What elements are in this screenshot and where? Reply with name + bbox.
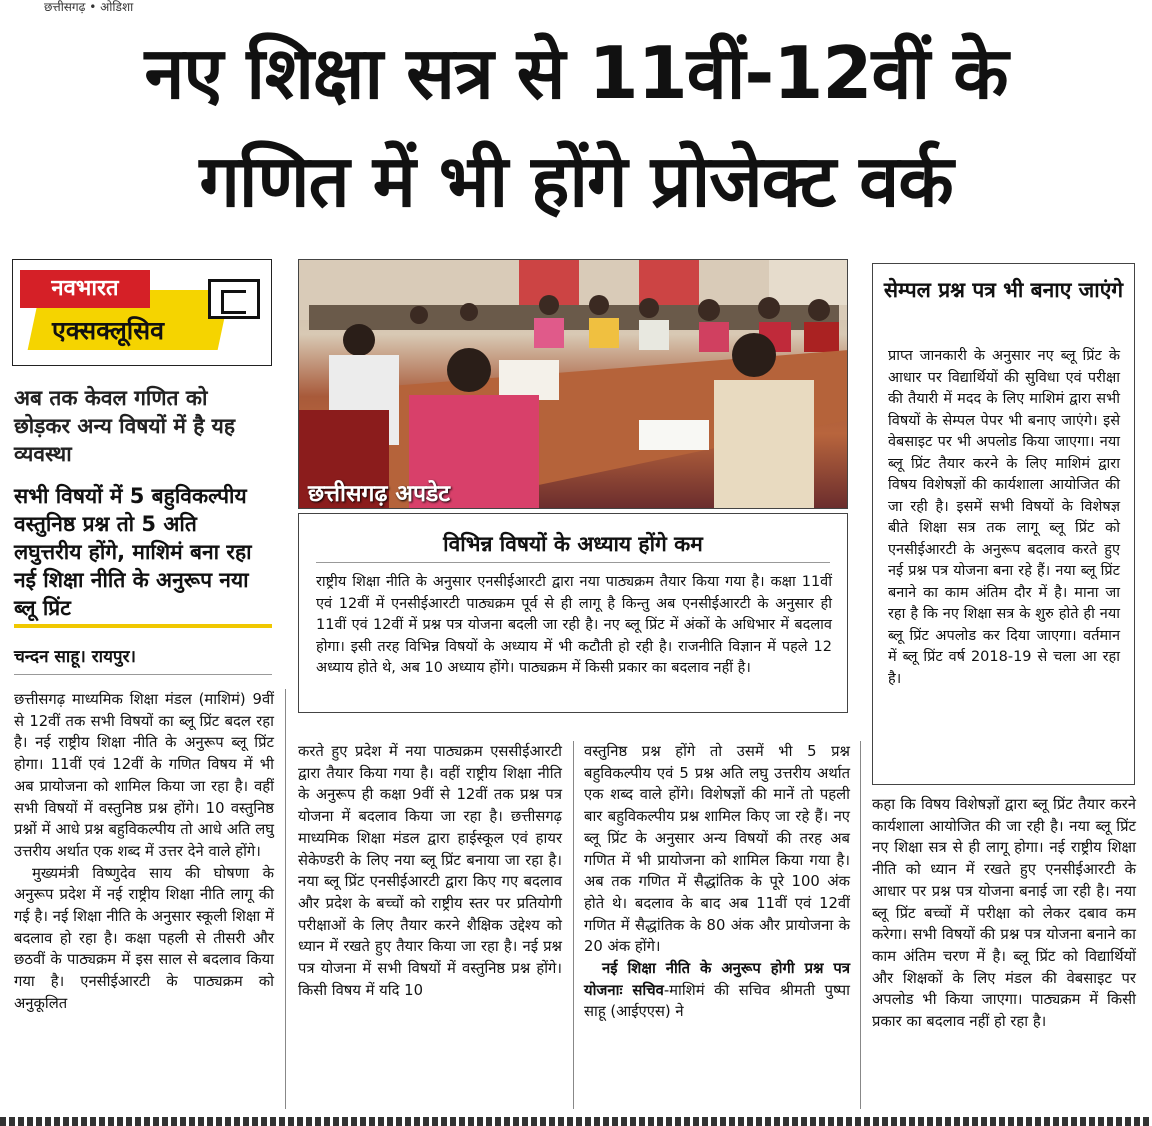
sample-paper-text: प्राप्त जानकारी के अनुसार नए ब्लू प्रिंट के आधार पर विद्यार्थियों की सुविधा एवं परीक्षा की तैयारी में मदद के लिए माशिमं द्वारा सभी विषयों के सेम्पल पेपर भी बनाए जाएंगे। इसे वेबसाइट पर भी अपलोड किया जाएगा। नया ब्लू प्रिंट तैयार करने के लिए माशिमं द्वारा विषय विशेषज्ञों की कार्यशाला आयोजित की जा रही है। इसमें सभी विषयों के विशेषज्ञ बीते शिक्षा सत्र तक लागू ब्लू प्रिंट को एनसीईआरटी के अनुरूप बदलाव करते हुए नई प्रश्न पत्र योजना बना रहे हैं। नया ब्लू प्रिंट बनाने का काम अंतिम दौर में है। माना जा रहा है कि नए शिक्षा सत्र के शुरु होते ही नया ब्लू प्रिंट अपलोड कर दिया जाएगा। वर्तमान में ब्लू प्रिंट वर्ष 2018-19 से चला आ रहा है। <box>888 348 1120 687</box>
article-column-4 <box>872 794 1136 1033</box>
article-column-1 <box>14 689 274 1015</box>
column-1-paragraph-2: मुख्यमंत्री विष्णुदेव साय की घोषणा के अनुरूप प्रदेश में नई राष्ट्रीय शिक्षा नीति लागू की गई है। नई शिक्षा नीति के अनुसार स्कूली शिक्षा में बदलाव हो रहा है। कक्षा पहली से तीसरी और छठवीं के पाठ्यक्रम में इस साल से बदलाव किया गया है। एनसीईआरटी के पाठ्यक्रम को अनुकूलित <box>14 864 274 1012</box>
column-3-paragraph-1: वस्तुनिष्ठ प्रश्न होंगे तो उसमें भी 5 प्रश्न बहुविकल्पीय एवं 5 प्रश्न अति लघु उत्तरीय अर्थात एक शब्द वाले होंगे। विशेषज्ञों की मानें तो पहली बार बहुविकल्पीय प्रश्न शामिल किए जा रहे हैं। नए ब्लू प्रिंट के अनुसार अन्य विषयों की तरह अब गणित में भी प्रायोजना को शामिल किया गया है। अब तक गणित में सैद्धांतिक के पूरे 100 अंक होते थे। बदलाव के बाद अब 11वीं एवं 12वीं गणित में सैद्धांतिक के 80 अंक और प्रायोजना के 20 अंक होंगे। <box>584 743 850 956</box>
column-divider-1 <box>285 689 286 1109</box>
article-column-2 <box>298 741 562 1001</box>
chapters-box-title: विभिन्न विषयों के अध्याय होंगे कम <box>443 532 703 556</box>
logo-exclusive-tag: एक्सक्लूसिव <box>52 316 165 345</box>
column-4-paragraph: कहा कि विषय विशेषज्ञों द्वारा ब्लू प्रिंट तैयार करने कार्यशाला आयोजित की जा रही है। नया ब्लू प्रिंट नए शिक्षा सत्र से ही लागू होगा। नई राष्ट्रीय शिक्षा नीति को ध्यान में रखते हुए एनसीईआरटी के आधार पर प्रश्न पत्र योजना बनाई जा रही है। नया ब्लू प्रिंट बच्चों में परीक्षा को लेकर दबाव कम करेगा। सभी विषयों की प्रश्न पत्र योजना बनाने का काम अंतिम चरण में है। ब्लू प्रिंट को विद्यार्थियों और शिक्षकों के लिए मंडल की वेबसाइट पर अपलोड भी किया जाएगा। पाठ्यक्रम में किसी प्रकार का बदलाव नहीं हो रहा है। <box>872 796 1136 1031</box>
headline-line-2: गणित में भी होंगे प्रोजेक्ट वर्क <box>199 139 953 223</box>
section-label: छत्तीसगढ़ • ओडिशा <box>44 0 134 14</box>
sample-paper-title: सेम्पल प्रश्न पत्र भी बनाए जाएंगे <box>883 278 1124 302</box>
column-2-paragraph: करते हुए प्रदेश में नया पाठ्यक्रम एससीईआरटी द्वारा तैयार किया गया है। वहीं राष्ट्रीय शिक्षा नीति के अनुरूप ही कक्षा 9वीं से 12वीं तक प्रश्न पत्र योजना में बदलाव किया जा रहा है। छत्तीसगढ़ माध्यमिक शिक्षा मंडल द्वारा हाईस्कूल एवं हायर सेकेण्डरी के लिए नया ब्लू प्रिंट बनाया जा रहा है। नया ब्लू प्रिंट एनसीईआरटी द्वारा किए गए बदलाव और प्रदेश के बच्चों को राष्ट्रीय स्तर पर प्रतियोगी परीक्षाओं के लिए तैयार करने शैक्षिक उद्देश्य को ध्यान में रखते हुए तैयार किया जा रहा है। नई प्रश्न पत्र योजना में सभी विषयों में वस्तुनिष्ठ प्रश्न होंगे। किसी विषय में यदि 10 <box>298 743 562 999</box>
chapters-box-divider <box>316 562 830 563</box>
photo-caption: छत्तीसगढ़ अपडेट <box>308 481 450 507</box>
column-divider-3 <box>860 741 861 1109</box>
byline-divider <box>14 674 272 675</box>
meeting-photo <box>298 259 848 509</box>
article-column-3 <box>584 741 850 1023</box>
column-divider-2 <box>573 741 574 1109</box>
secretary-subhead: नई शिक्षा नीति के अनुरूप होगी प्रश्न पत्र योजनाः सचिव <box>584 960 850 999</box>
column-3-paragraph-2: -माशिमं की सचिव श्रीमती पुष्पा साहू (आईएएस) ने <box>584 981 851 1021</box>
page-bottom-border <box>0 1117 1152 1126</box>
subheadline: सभी विषयों में 5 बहुविकल्पीय वस्तुनिष्ठ प्रश्न तो 5 अति लघुत्तरीय होंगे, माशिमं बना रहा नई शिक्षा नीति के अनुरूप नया ब्लू प्रिंट <box>14 484 252 620</box>
logo-brand: नवभारत <box>20 270 150 308</box>
kicker: अब तक केवल गणित को छोड़कर अन्य विषयों में है यह व्यवस्था <box>14 386 235 466</box>
chapters-box-text: राष्ट्रीय शिक्षा नीति के अनुसार एनसीईआरटी द्वारा नया पाठ्यक्रम तैयार किया गया है। कक्षा 11वीं एवं 12वीं में एनसीईआरटी पाठ्यक्रम पूर्व से ही लागू है किन्तु अब एनसीईआरटी के अनुसार ही 11वीं एवं 12वीं में प्रश्न पत्र योजना बदली जा रही है। नए ब्लू प्रिंट में अंकों के अधिभार में बदलाव होगा। इसी तरह विभिन्न विषयों के अध्याय में भी कटौती हो रही है। राजनीति विज्ञान में पहले 12 अध्याय होते थे, अब 10 अध्याय होंगे। पाठ्यक्रम में किसी प्रकार का बदलाव नहीं है। <box>316 574 832 676</box>
print-icon <box>208 279 260 319</box>
headline-line-1: नए शिक्षा सत्र से 11वीं-12वीं के <box>144 31 1008 115</box>
meeting-illustration <box>299 260 848 509</box>
yellow-divider <box>14 624 272 628</box>
byline: चन्दन साहू। रायपुर। <box>14 647 136 667</box>
column-1-paragraph-1: छत्तीसगढ़ माध्यमिक शिक्षा मंडल (माशिमं) 9वीं से 12वीं तक सभी विषयों का ब्लू प्रिंट बदल रहा है। नई राष्ट्रीय शिक्षा नीति के अनुरूप ब्लू प्रिंट होगा। 11वीं एवं 12वीं के गणित विषय में भी अब प्रायोजना को शामिल किया जा रहा है। वहीं सभी विषयों में वस्तुनिष्ठ प्रश्न होंगे। 10 वस्तुनिष्ठ प्रश्नों में आधे प्रश्न बहुविकल्पीय तो आधे अति लघु उत्तरीय अर्थात एक शब्द में उत्तर देने वाले होंगे। <box>14 691 274 860</box>
